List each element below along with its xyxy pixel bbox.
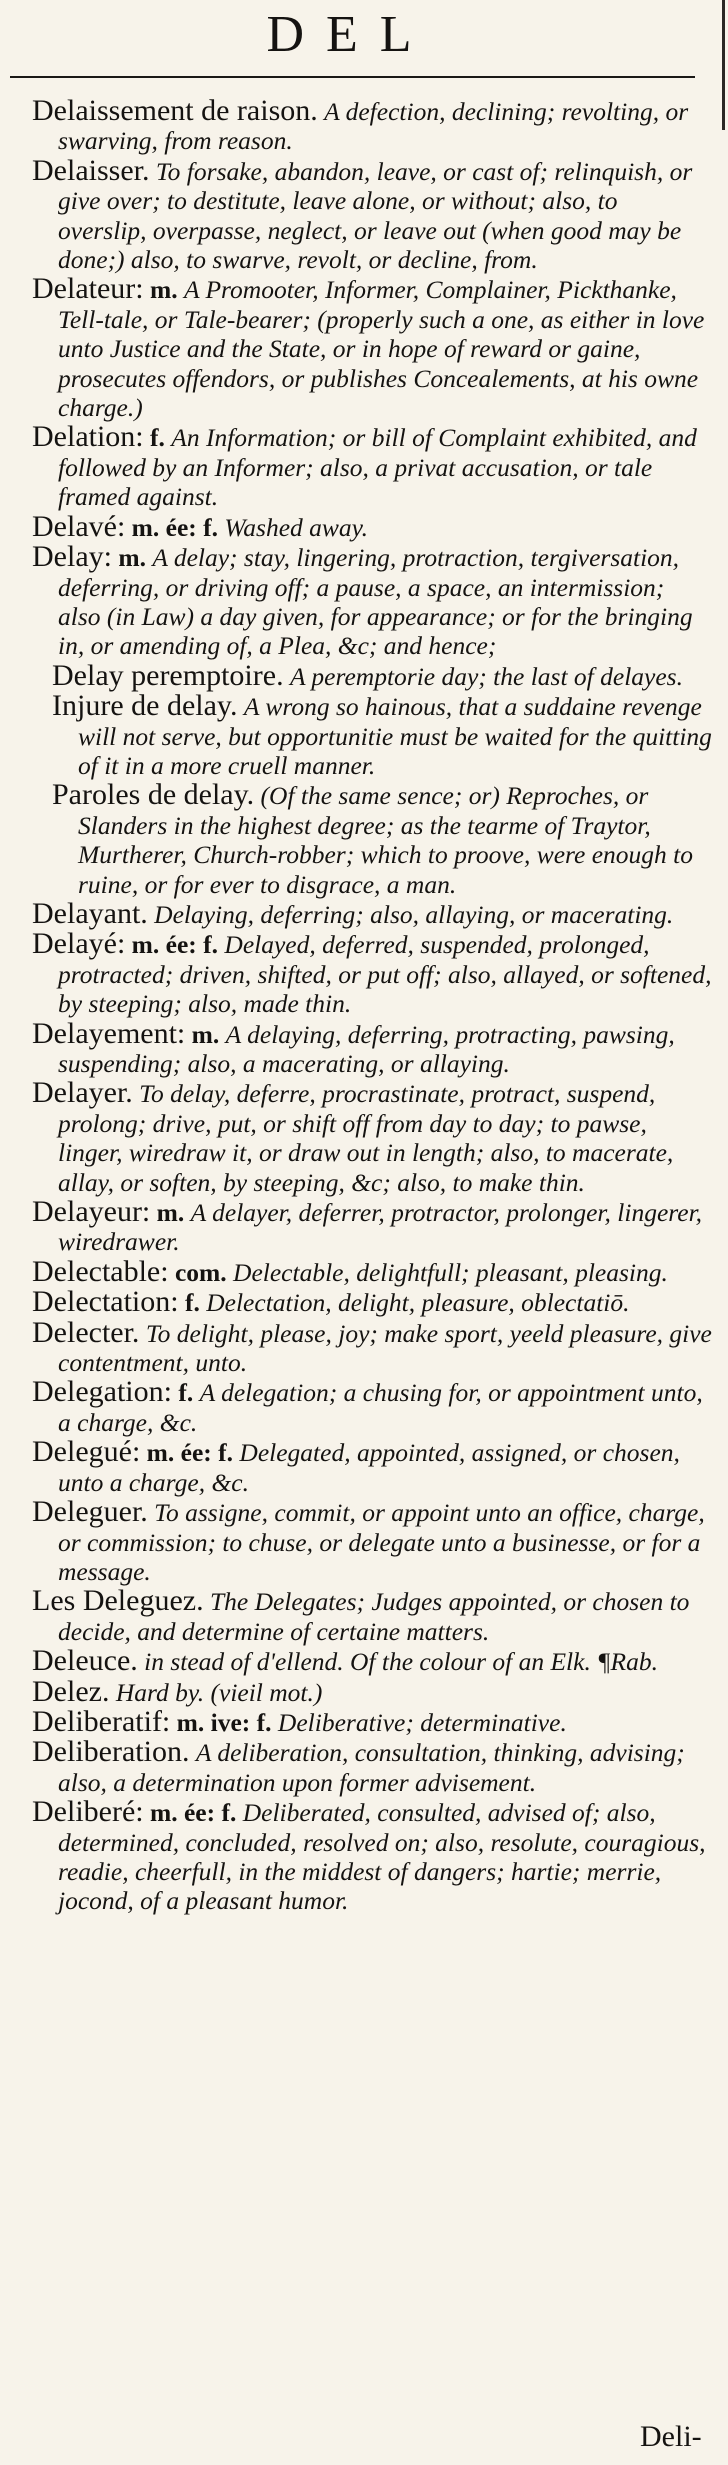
entry-list [32,96,712,1916]
dictionary-entry [32,896,712,930]
entry-headword: Deliberé: [32,1795,144,1829]
entry-grammar: f. [184,1288,200,1318]
entry-grammar: m. [118,543,146,573]
dictionary-entry [32,1197,712,1257]
entry-definition: Washed away. [224,512,368,542]
page-edge [722,0,725,130]
running-head: DEL [266,6,434,63]
entry-definition: Deliberative; determinative. [277,1707,567,1737]
entry-headword: Delayement: [32,1016,186,1050]
dictionary-entry [32,1586,712,1646]
entry-definition: To delight, please, joy; make sport, yeeld pleasure, give contentment, unto. [58,1318,712,1378]
dictionary-entry [32,929,712,1018]
dictionary-entry [52,780,712,899]
entry-definition: To forsake, abandon, leave, or cast of; relinquish, or give over; to destitute, leave alone, or without; also, to overslip, overpasse, neglect, or leave out (when good may be done;) also, to swarve, revolt, or decline, from. [58,156,693,275]
dictionary-entry [32,1254,712,1288]
dictionary-entry [32,1497,712,1586]
entry-grammar: m. [191,1019,220,1049]
dictionary-entry [32,1016,712,1079]
entry-definition: Deliberated, consulted, advised of; also, determined, concluded, resolved on; also, resolute, couragious, readie, cheerfull, in the middest of dangers; hartie; merrie, jocond, of a pleasant humor. [58,1798,706,1916]
entry-definition: A delay; stay, lingering, protraction, tergiversation, deferring, or driving off; a pause, a space, an intermission; also (in Law) a day given, for appearance; or for the bringing in, or amending of, a Plea, &c; and hence; [58,543,693,661]
entry-grammar: f. [150,423,165,453]
entry-definition: A deliberation, consultation, thinking, advising; also, a determination upon former advisement. [58,1738,685,1797]
dictionary-entry [32,1704,712,1738]
header-rule [10,76,695,78]
entry-grammar: f. [178,1378,194,1408]
entry-headword: Delectation: [32,1285,179,1319]
entry-headword: Delayé: [32,927,126,961]
entry-headword: Delay peremptoire. [52,658,284,692]
dictionary-entry [52,658,712,692]
entry-headword: Deliberatif: [32,1704,171,1738]
entry-definition: in stead of d'ellend. Of the colour of an Elk. ¶Rab. [144,1647,658,1677]
entry-headword: Delectable: [32,1254,169,1288]
entry-definition: A delaying, deferring, protracting, pawsing, suspending; also, a macerating, or allaying. [58,1019,675,1078]
entry-definition: An Information; or bill of Complaint exhibited, and followed by an Informer; also, a privat accusation, or tale framed against. [58,423,697,512]
entry-headword: Delayant. [32,896,148,930]
entry-headword: Deleuce. [32,1644,138,1678]
dictionary-entry [32,1437,712,1497]
entry-headword: Deliberation. [32,1735,190,1769]
dictionary-entry [32,1315,712,1378]
entry-headword: Delayeur: [32,1195,151,1229]
entry-definition: A Promooter, Informer, Complainer, Pickthanke, Tell-tale, or Tale-bearer; (properly such a one, as either in love unto Justice and the State, or in hope of reward or gaine, prosecutes offendors, or publishes Concealements, at his owne charge.) [58,275,705,423]
entry-definition: To delay, deferre, procrastinate, protract, suspend, prolong; drive, put, or shift off from day to day; to pawse, linger, wiredraw it, or draw out in length; also, to macerate, allay, or soften, by steeping, &c; also, to make thin. [58,1079,674,1197]
entry-grammar: com. [174,1257,227,1287]
entry-headword: Delez. [32,1674,110,1708]
entry-headword: Delaisser. [32,153,150,187]
entry-grammar: m. [156,1198,185,1228]
entry-headword: Delegué: [32,1435,141,1469]
entry-headword: Delaissement de raison. [32,94,318,127]
entry-headword: Delayer. [32,1076,133,1110]
entry-headword: Delateur: [32,272,144,306]
catchword: Deli- [640,2420,702,2453]
entry-definition: Delayed, deferred, suspended, prolonged, protracted; driven, shifted, or put off; also, allayed, or softened, by steeping; also, made thin. [58,930,712,1019]
entry-definition: A delayer, deferrer, protractor, prolonger, lingerer, wiredrawer. [58,1198,703,1257]
entry-headword: Injure de delay. [52,689,238,723]
dictionary-entry [32,1674,712,1708]
dictionary-entry [32,1287,712,1317]
dictionary-entry [32,422,712,511]
dictionary-entry [32,1797,712,1916]
entry-definition: A delegation; a chusing for, or appointment unto, a charge, &c. [58,1378,703,1437]
dictionary-entry [32,96,712,156]
entry-grammar: m. ée: f. [146,1438,234,1468]
entry-definition: A wrong so hainous, that a suddaine revenge will not serve, but opportunitie must be waited for the quitting of it in a more cruell manner. [78,692,712,780]
entry-headword: Delay: [32,540,112,574]
entry-definition: The Delegates; Judges appointed, or chosen to decide, and determine of certaine matters. [58,1587,690,1646]
dictionary-entry [32,1737,712,1797]
entry-headword: Deleguer. [32,1495,148,1529]
entry-headword: Paroles de delay. [52,778,255,812]
dictionary-entry [32,153,712,275]
entry-definition: Hard by. (vieil mot.) [115,1677,323,1707]
entry-definition: (Of the same sence; or) Reproches, or Slanders in the highest degree; as the tearme of Traytor, Murtherer, Church-robber; which to proove, were enough to ruine, or for ever to disgrace, a man. [78,781,693,899]
entry-definition: A peremptorie day; the last of delayes. [289,661,683,691]
dictionary-entry [32,1377,712,1437]
entry-headword: Delecter. [32,1315,140,1349]
entry-grammar: m. ée: f. [149,1798,237,1828]
entry-headword: Les Deleguez. [32,1584,204,1618]
entry-definition: To assigne, commit, or appoint unto an office, charge, or commission; to chuse, or delegate unto a businesse, or for a message. [58,1498,705,1586]
entry-grammar: m. ive: f. [176,1707,272,1737]
entry-definition: Delectable, delightfull; pleasant, pleasing. [233,1257,668,1287]
entry-headword: Delation: [32,420,144,454]
entry-grammar: m. ée: f. [131,930,219,960]
entry-grammar: m. [149,275,178,305]
entry-headword: Delavé: [32,509,126,543]
entry-definition: Delegated, appointed, assigned, or chosen, unto a charge, &c. [58,1438,680,1497]
dictionary-entry [32,1078,712,1197]
entry-definition: A defection, declining; revolting, or swarving, from reason. [58,97,689,156]
dictionary-entry [32,274,712,422]
dictionary-entry [32,542,712,661]
entry-definition: Delectation, delight, pleasure, oblectatiō. [206,1288,630,1318]
entry-definition: Delaying, deferring; also, allaying, or macerating. [154,899,674,929]
dictionary-entry [32,509,712,543]
entry-headword: Delegation: [32,1375,172,1409]
dictionary-entry [32,1646,712,1676]
entry-grammar: m. ée: f. [131,512,219,542]
dictionary-entry [52,691,712,780]
